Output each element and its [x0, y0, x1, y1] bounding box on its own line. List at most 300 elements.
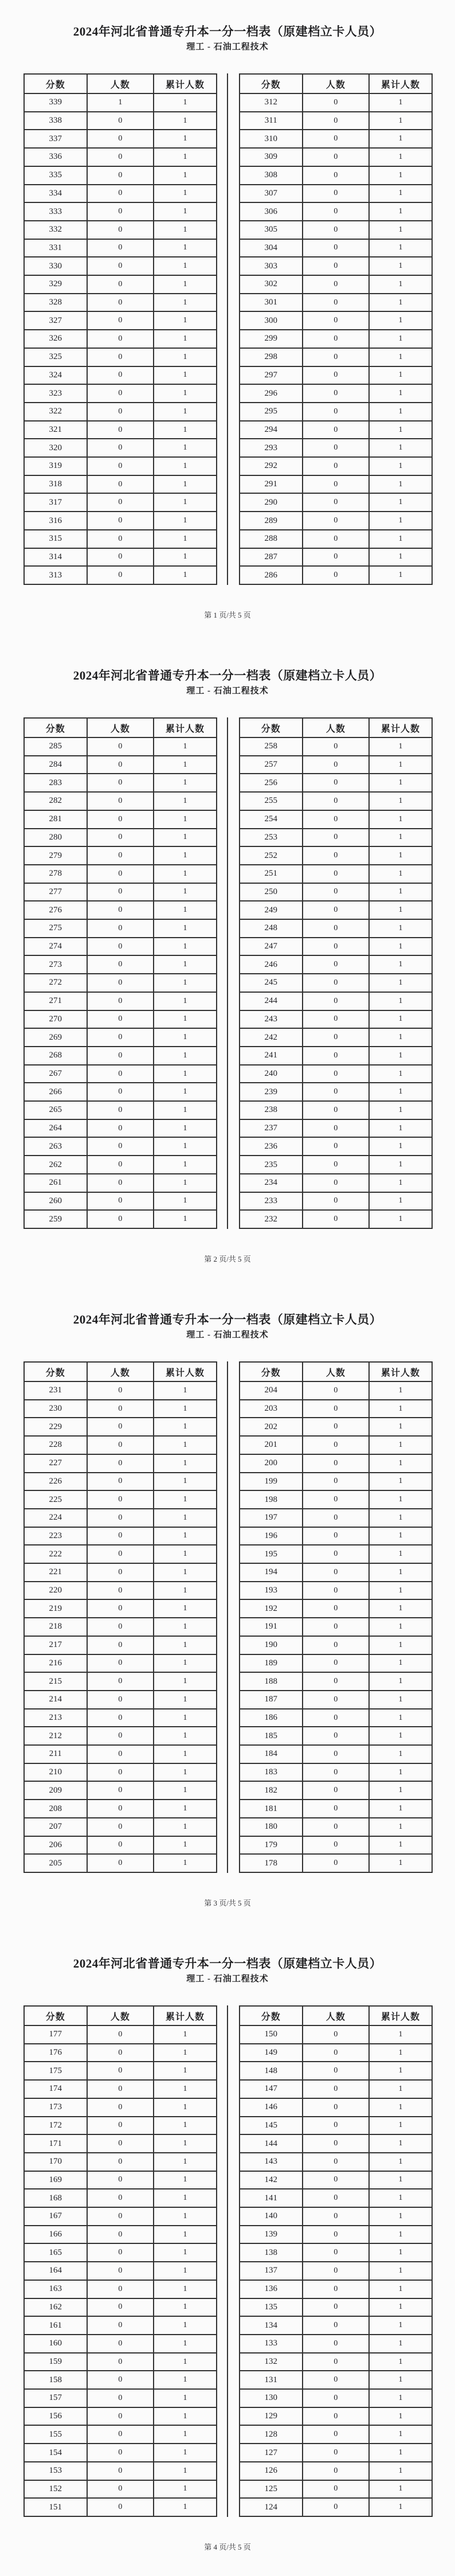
count-cell: 0	[87, 974, 154, 992]
column-header-cumulative: 累计人数	[153, 2007, 216, 2025]
count-cell: 0	[302, 1193, 369, 1210]
count-cell: 0	[87, 458, 154, 475]
count-cell: 0	[302, 2153, 369, 2171]
score-cell: 188	[264, 1676, 278, 1686]
count-cell: 0	[87, 2444, 154, 2461]
count-cell: 0	[302, 185, 369, 202]
table-row	[240, 1726, 432, 1744]
count-cell: 0	[87, 1818, 154, 1836]
score-cell: 169	[49, 2175, 62, 2184]
cumulative-cell: 1	[153, 2172, 216, 2189]
table-row	[25, 773, 216, 791]
count-cell: 0	[302, 1818, 369, 1836]
score-cell: 160	[49, 2339, 62, 2348]
table-row	[240, 1708, 432, 1727]
score-cell: 165	[49, 2247, 62, 2257]
cumulative-cell: 1	[153, 2262, 216, 2280]
cumulative-cell: 1	[368, 367, 432, 384]
table-row	[240, 2098, 432, 2116]
table-row	[25, 1417, 216, 1435]
count-cell: 0	[302, 1491, 369, 1508]
cumulative-cell: 1	[153, 1047, 216, 1064]
count-cell: 0	[302, 1764, 369, 1781]
count-cell: 0	[87, 1564, 154, 1581]
score-cell: 262	[49, 1160, 62, 1169]
score-cell: 328	[49, 298, 62, 307]
score-cell: 285	[49, 741, 62, 751]
table-row	[240, 1490, 432, 1508]
table-row	[240, 220, 432, 239]
table-row	[25, 828, 216, 846]
score-cell: 327	[49, 315, 62, 325]
count-cell: 0	[302, 530, 369, 548]
score-cell: 130	[264, 2393, 278, 2403]
score-cell: 265	[49, 1105, 62, 1115]
count-cell: 0	[87, 1156, 154, 1173]
score-cell: 209	[49, 1785, 62, 1795]
cumulative-cell: 1	[368, 221, 432, 239]
cumulative-cell: 1	[153, 312, 216, 329]
score-cell: 154	[49, 2448, 62, 2457]
table-row	[25, 2043, 216, 2062]
table-row	[25, 2261, 216, 2280]
score-cell: 159	[49, 2357, 62, 2366]
score-cell: 187	[264, 1695, 278, 1704]
count-cell: 0	[87, 1528, 154, 1545]
score-cell: 208	[49, 1804, 62, 1813]
cumulative-cell: 1	[368, 112, 432, 130]
report-page	[0, 1932, 455, 2576]
score-cell: 301	[264, 298, 278, 307]
page-subtitle: 理工 - 石油工程技术	[186, 42, 269, 52]
count-cell: 0	[302, 1120, 369, 1137]
score-cell: 135	[264, 2302, 278, 2312]
count-cell: 0	[302, 1782, 369, 1799]
count-cell: 0	[87, 1491, 154, 1508]
score-table-right	[239, 1361, 433, 1873]
table-row	[240, 2152, 432, 2171]
cumulative-cell: 1	[153, 2226, 216, 2243]
count-cell: 0	[87, 774, 154, 791]
count-cell: 0	[302, 1855, 369, 1872]
table-row	[240, 1137, 432, 1155]
score-cell: 148	[264, 2066, 278, 2075]
table-row	[25, 1636, 216, 1654]
table-row	[25, 810, 216, 828]
cumulative-cell: 1	[368, 1418, 432, 1435]
table-row	[240, 864, 432, 883]
table-row	[25, 1209, 216, 1228]
count-cell: 0	[87, 2172, 154, 2189]
score-cell: 205	[49, 1858, 62, 1868]
table-row	[25, 2134, 216, 2152]
count-cell: 0	[87, 1600, 154, 1617]
score-cell: 232	[264, 1214, 278, 1224]
count-cell: 0	[87, 1455, 154, 1472]
cumulative-cell: 1	[368, 1637, 432, 1654]
score-table-right	[239, 73, 433, 585]
score-cell: 145	[264, 2120, 278, 2130]
count-cell: 0	[87, 793, 154, 810]
score-cell: 229	[49, 1422, 62, 1431]
cumulative-cell: 1	[368, 1618, 432, 1636]
score-cell: 174	[49, 2084, 62, 2094]
count-cell: 0	[302, 221, 369, 239]
table-row	[240, 846, 432, 864]
score-cell: 293	[264, 443, 278, 452]
table-row	[25, 511, 216, 529]
score-cell: 156	[49, 2411, 62, 2421]
cumulative-cell: 1	[368, 203, 432, 220]
score-cell: 322	[49, 407, 62, 416]
count-cell: 0	[302, 920, 369, 937]
table-row	[240, 1100, 432, 1119]
count-cell: 0	[87, 1473, 154, 1490]
table-row	[240, 2370, 432, 2388]
count-cell: 0	[302, 793, 369, 810]
table-row	[240, 755, 432, 774]
cumulative-cell: 1	[368, 403, 432, 420]
score-cell: 155	[49, 2429, 62, 2439]
score-cell: 204	[264, 1385, 278, 1395]
score-table-left	[23, 2005, 217, 2517]
score-cell: 153	[49, 2466, 62, 2476]
cumulative-cell: 1	[153, 1600, 216, 1617]
column-header-count: 人数	[87, 2007, 154, 2025]
table-row	[25, 1708, 216, 1727]
cumulative-cell: 1	[368, 349, 432, 366]
score-cell: 259	[49, 1214, 62, 1224]
count-cell: 0	[302, 829, 369, 846]
score-cell: 283	[49, 778, 62, 787]
score-cell: 133	[264, 2339, 278, 2348]
count-cell: 0	[87, 811, 154, 828]
score-cell: 170	[49, 2157, 62, 2167]
count-cell: 0	[87, 240, 154, 257]
table-row	[25, 147, 216, 166]
table-row	[25, 737, 216, 755]
page-footer: 第 4 页/共 5 页	[204, 2543, 251, 2551]
table-row	[240, 2497, 432, 2516]
score-cell: 214	[49, 1695, 62, 1704]
count-cell: 0	[302, 884, 369, 901]
score-cell: 256	[264, 778, 278, 787]
count-cell: 0	[302, 2317, 369, 2334]
cumulative-cell: 1	[153, 847, 216, 864]
column-header-score: 分数	[45, 80, 65, 90]
table-divider	[227, 717, 228, 1229]
score-cell: 313	[49, 570, 62, 580]
table-row	[240, 2188, 432, 2207]
table-row	[25, 1544, 216, 1563]
score-cell: 189	[264, 1658, 278, 1668]
cumulative-cell: 1	[153, 1509, 216, 1527]
cumulative-cell: 1	[368, 2081, 432, 2098]
count-cell: 0	[302, 811, 369, 828]
count-cell: 0	[302, 203, 369, 220]
count-cell: 0	[302, 512, 369, 529]
cumulative-cell: 1	[153, 385, 216, 402]
score-cell: 177	[49, 2029, 62, 2039]
table-row	[25, 2316, 216, 2334]
count-cell: 0	[302, 549, 369, 566]
table-row	[240, 1209, 432, 1228]
table-row	[240, 2171, 432, 2189]
cumulative-cell: 1	[368, 130, 432, 147]
column-header-count: 人数	[302, 75, 369, 93]
score-cell: 185	[264, 1731, 278, 1740]
score-cell: 298	[264, 352, 278, 362]
score-cell: 296	[264, 388, 278, 398]
count-cell: 0	[87, 2262, 154, 2280]
cumulative-cell: 1	[368, 901, 432, 919]
table-row	[240, 1399, 432, 1418]
score-cell: 297	[264, 370, 278, 380]
count-cell: 0	[87, 1800, 154, 1817]
cumulative-cell: 1	[153, 330, 216, 348]
score-cell: 237	[264, 1123, 278, 1133]
score-cell: 266	[49, 1087, 62, 1096]
score-cell: 218	[49, 1622, 62, 1632]
cumulative-cell: 1	[153, 294, 216, 311]
cumulative-cell: 1	[153, 1673, 216, 1690]
cumulative-cell: 1	[368, 2135, 432, 2152]
table-row	[25, 111, 216, 130]
cumulative-cell: 1	[368, 1400, 432, 1418]
count-cell: 0	[87, 567, 154, 584]
column-header-count: 人数	[87, 719, 154, 737]
table-row	[25, 1119, 216, 1137]
table-row	[25, 1781, 216, 1799]
count-cell: 0	[302, 1545, 369, 1563]
cumulative-cell: 1	[368, 2353, 432, 2371]
page-title: 2024年河北省普通专升本一分一档表（原建档立卡人员）	[73, 669, 382, 682]
table-row	[240, 1155, 432, 1173]
score-cell: 240	[264, 1069, 278, 1078]
cumulative-cell: 1	[153, 1102, 216, 1119]
count-cell: 0	[87, 2299, 154, 2316]
score-cell: 337	[49, 134, 62, 143]
cumulative-cell: 1	[153, 2371, 216, 2388]
score-cell: 258	[264, 741, 278, 751]
score-cell: 323	[49, 388, 62, 398]
cumulative-cell: 1	[153, 1138, 216, 1155]
cumulative-cell: 1	[153, 1437, 216, 1454]
count-cell: 0	[302, 2062, 369, 2079]
score-cell: 136	[264, 2284, 278, 2294]
score-cell: 129	[264, 2411, 278, 2421]
score-cell: 198	[264, 1494, 278, 1504]
count-cell: 0	[87, 2335, 154, 2352]
cumulative-cell: 1	[153, 1065, 216, 1083]
table-row	[25, 2461, 216, 2480]
table-row	[25, 1853, 216, 1872]
score-cell: 320	[49, 443, 62, 452]
cumulative-cell: 1	[153, 756, 216, 774]
count-cell: 0	[87, 149, 154, 166]
table-row	[240, 737, 432, 755]
count-cell: 0	[302, 1655, 369, 1672]
table-row	[25, 384, 216, 402]
score-cell: 152	[49, 2484, 62, 2493]
count-cell: 0	[302, 1102, 369, 1119]
count-cell: 0	[302, 956, 369, 973]
score-cell: 242	[264, 1032, 278, 1042]
cumulative-cell: 1	[153, 956, 216, 973]
score-cell: 247	[264, 942, 278, 951]
count-cell: 0	[87, 1618, 154, 1636]
table-row	[25, 2116, 216, 2134]
count-cell: 0	[87, 956, 154, 973]
page-subtitle: 理工 - 石油工程技术	[186, 1974, 269, 1984]
score-cell: 339	[49, 97, 62, 107]
score-cell: 248	[264, 923, 278, 933]
score-cell: 316	[49, 516, 62, 525]
count-cell: 0	[302, 112, 369, 130]
table-row	[25, 1155, 216, 1173]
score-cell: 217	[49, 1640, 62, 1650]
score-cell: 195	[264, 1549, 278, 1559]
count-cell: 0	[87, 2226, 154, 2243]
count-cell: 0	[87, 276, 154, 293]
cumulative-cell: 1	[153, 167, 216, 184]
count-cell: 0	[302, 1837, 369, 1854]
count-cell: 0	[87, 1437, 154, 1454]
cumulative-cell: 1	[368, 1582, 432, 1599]
score-cell: 252	[264, 850, 278, 860]
table-row	[240, 2407, 432, 2425]
score-cell: 282	[49, 796, 62, 806]
count-cell: 0	[302, 1746, 369, 1763]
score-cell: 234	[264, 1178, 278, 1188]
score-cell: 175	[49, 2066, 62, 2075]
count-cell: 0	[302, 1211, 369, 1228]
count-cell: 0	[302, 2226, 369, 2243]
count-cell: 0	[87, 2281, 154, 2298]
score-cell: 202	[264, 1422, 278, 1431]
cumulative-cell: 1	[368, 793, 432, 810]
table-row	[240, 2025, 432, 2043]
cumulative-cell: 1	[368, 439, 432, 456]
column-header-cumulative: 累计人数	[368, 2007, 432, 2025]
cumulative-cell: 1	[153, 974, 216, 992]
count-cell: 0	[87, 1029, 154, 1046]
cumulative-cell: 1	[153, 421, 216, 439]
count-cell: 0	[302, 938, 369, 955]
cumulative-cell: 1	[153, 367, 216, 384]
cumulative-cell: 1	[153, 1382, 216, 1399]
count-cell: 0	[87, 257, 154, 275]
cumulative-cell: 1	[368, 2299, 432, 2316]
score-cell: 321	[49, 425, 62, 434]
score-cell: 275	[49, 923, 62, 933]
score-cell: 166	[49, 2230, 62, 2239]
table-row	[240, 1544, 432, 1563]
score-cell: 319	[49, 461, 62, 471]
cumulative-cell: 1	[153, 1029, 216, 1046]
count-cell: 0	[87, 2208, 154, 2225]
cumulative-cell: 1	[368, 2062, 432, 2079]
table-header-row	[240, 1363, 432, 1381]
cumulative-cell: 1	[153, 2081, 216, 2098]
score-cell: 171	[49, 2138, 62, 2148]
page-title: 2024年河北省普通专升本一分一档表（原建档立卡人员）	[73, 1957, 382, 1970]
score-cell: 309	[264, 152, 278, 162]
table-row	[25, 2480, 216, 2498]
table-row	[25, 1799, 216, 1817]
score-cell: 290	[264, 497, 278, 507]
count-cell: 0	[87, 2062, 154, 2079]
cumulative-cell: 1	[368, 1120, 432, 1137]
cumulative-cell: 1	[153, 2153, 216, 2171]
cumulative-cell: 1	[368, 1083, 432, 1100]
cumulative-cell: 1	[153, 439, 216, 456]
count-cell: 0	[302, 2172, 369, 2189]
table-row	[25, 2079, 216, 2098]
table-row	[240, 565, 432, 584]
cumulative-cell: 1	[153, 1655, 216, 1672]
cumulative-cell: 1	[153, 1818, 216, 1836]
count-cell: 0	[302, 1637, 369, 1654]
table-row	[25, 420, 216, 439]
table-row	[240, 456, 432, 475]
score-cell: 250	[264, 887, 278, 896]
score-table-right	[239, 717, 433, 1229]
cumulative-cell: 1	[368, 458, 432, 475]
cumulative-cell: 1	[153, 2062, 216, 2079]
cumulative-cell: 1	[153, 1564, 216, 1581]
score-cell: 200	[264, 1458, 278, 1468]
column-header-count: 人数	[302, 2007, 369, 2025]
cumulative-cell: 1	[153, 1618, 216, 1636]
cumulative-cell: 1	[153, 567, 216, 584]
table-row	[25, 293, 216, 311]
count-cell: 0	[302, 1400, 369, 1418]
table-row	[25, 475, 216, 493]
score-cell: 207	[49, 1822, 62, 1832]
cumulative-cell: 1	[368, 938, 432, 955]
cumulative-cell: 1	[153, 901, 216, 919]
table-row	[240, 2480, 432, 2498]
score-cell: 325	[49, 352, 62, 362]
score-cell: 331	[49, 243, 62, 252]
count-cell: 0	[87, 2390, 154, 2407]
table-row	[240, 529, 432, 548]
count-cell: 0	[87, 130, 154, 147]
table-header-row	[25, 75, 216, 93]
cumulative-cell: 1	[368, 2390, 432, 2407]
column-header-cumulative: 累计人数	[153, 1363, 216, 1381]
count-cell: 0	[87, 2081, 154, 2098]
count-cell: 0	[87, 385, 154, 402]
count-cell: 0	[87, 1545, 154, 1563]
cumulative-cell: 1	[368, 1065, 432, 1083]
cumulative-cell: 1	[368, 1011, 432, 1028]
table-row	[25, 992, 216, 1010]
table-row	[25, 1690, 216, 1708]
score-cell: 253	[264, 832, 278, 842]
cumulative-cell: 1	[368, 811, 432, 828]
table-row	[25, 1435, 216, 1454]
cumulative-cell: 1	[153, 1855, 216, 1872]
score-cell: 332	[49, 225, 62, 235]
count-cell: 0	[302, 1800, 369, 1817]
table-row	[240, 1672, 432, 1690]
cumulative-cell: 1	[153, 2408, 216, 2425]
table-row	[240, 937, 432, 955]
count-cell: 0	[302, 974, 369, 992]
count-cell: 0	[302, 901, 369, 919]
